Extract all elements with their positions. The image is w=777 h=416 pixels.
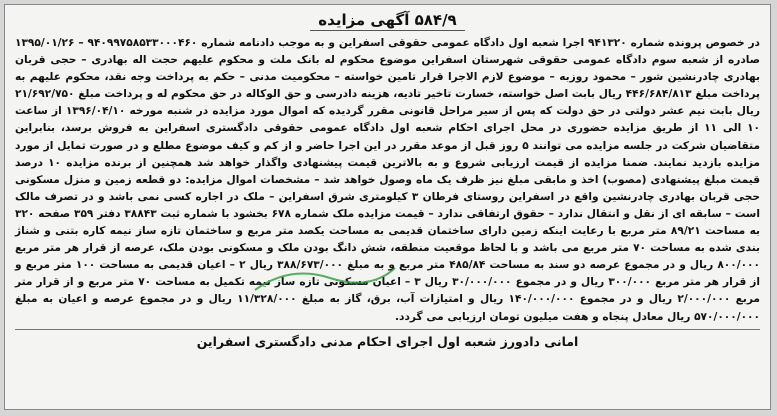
auction-notice	[4, 4, 771, 410]
notice-body: در خصوص پرونده شماره ۹۴۱۳۲۰ اجرا شعبه اول دادگاه عمومی حقوقی اسفراین و به موجب دادنامه شماره ۹۴۰۹۹۷۵۸۵۳۳۰۰۰۴۶۰ – ۱۳۹۵/۰۱/۲۶ صادره از شعبه سوم دادگاه عمومی حقوقی شهرستان اسفراین موضوع محکوم له بانک ملت و محکوم علیهم حجت اله بهادری – حجی قربان بهادری چادرنشین شور – محمود روزبه – موضوع لازم الاجرا قرار تامین خواسته – محکومیت مدنی – حکم به پرداخت وجه نقد، محکوم علیهم به پرداخت مبلغ ۴۴۶/۶۸۴/۸۱۳ ریال بابت اصل خواسته، خسارت تاخیر تادیه، هزینه دادرسی و حق الوکاله در حق محکوم له و پرداخت مبلغ ۲۱/۶۹۲/۷۵۰ ریال بابت نیم عشر دولتی در حق دولت که پس از سیر مراحل قانونی مقرر گردیده که اموال مورد مزایده در شنبه مورخه ۱۳۹۶/۰۴/۱۰ از ساعت ۱۰ الی ۱۱ از طریق مزایده حضوری در محل اجرای احکام شعبه اول دادگاه عمومی حقوقی دادگستری اسفراین به فروش برسد، بنابراین متقاضیان شرکت در جلسه مزایده می توانند ۵ روز قبل از موعد مقرر در این اجرا حاضر و از کم و کیف موضوع مطلع و در صورت تمایل از مورد مزایده بازدید نمایند. ضمنا مزایده از قیمت ارزیابی شروع و به بالاترین قیمت پیشنهادی واگذار خواهد شد همچنین از برنده مزایده ۱۰ درصد قیمت مبلغ پیشنهادی (مصوب) اخذ و مابقی مبلغ نیز ظرف یک ماه وصول خواهد شد – مشخصات اموال مزایده: دو قطعه زمین و منزل مسکونی حجی قربان بهادری چادرنشین واقع در اسفراین روستای فرطان ۳ کیلومتری شرق اسفراین – ملک در اجاره کسی نمی باشد و در تصرف مالک است – سابقه ای از نقل و انتقال ندارد – حقوق ارتفاقی ندارد – قیمت مزایده ملک شماره ۶۷۸ بخشود با شماره ثبت ۳۸۸۴۳ دفتر ۳۵۹ صفحه ۳۲۰ به مساحت ۸۹/۲۱ متر مربع با رعایت اینکه زمین دارای ساختمان قدیمی به مساحت یکصد متر مربع و ساختمان تازه ساز نیمه کاره بتنی و شناژ بندی شده به مساحت ۷۰ متر مربع می باشد و با لحاظ موقعیت منطقه، شش دانگ بودن ملک و مسکونی بودن ملک، عرصه از قرار هر متر مربع ۸۰۰/۰۰۰ ریال و در مجموع عرصه دو سند به مساحت ۴۸۵/۸۴ متر مربع و به مبلغ ۳۸۸/۶۷۳/۰۰۰ ریال ۲ – اعیان قدیمی به مساحت ۱۰۰ متر مربع و از قرار هر متر مربع ۳۰۰/۰۰۰ ریال و در مجموع ۳۰/۰۰۰/۰۰۰ ریال ۳ – اعیان مسکونی تازه ساز نیمه تکمیل به مساحت ۷۰ متر مربع و از قرار متر مربع ۲/۰۰۰/۰۰۰ ریال و در مجموع ۱۴۰/۰۰۰/۰۰۰ ریال و امتیازات آب، برق، گاز به مبلغ ۱۱/۳۲۸/۰۰۰ ریال و در مجموع عرصه و اعیان به مبلغ ۵۷۰/۰۰۰/۰۰۰ ریال معادل پنجاه و هفت میلیون تومان ارزیابی می گردد.	[15, 37, 761, 323]
title-bar	[5, 9, 770, 33]
notice-signature: امانی دادورز شعبه اول اجرای احکام مدنی دادگستری اسفراین	[196, 333, 579, 349]
divider	[15, 329, 760, 330]
notice-title: ۵۸۴/۹ آگهی مزایده	[310, 11, 464, 31]
